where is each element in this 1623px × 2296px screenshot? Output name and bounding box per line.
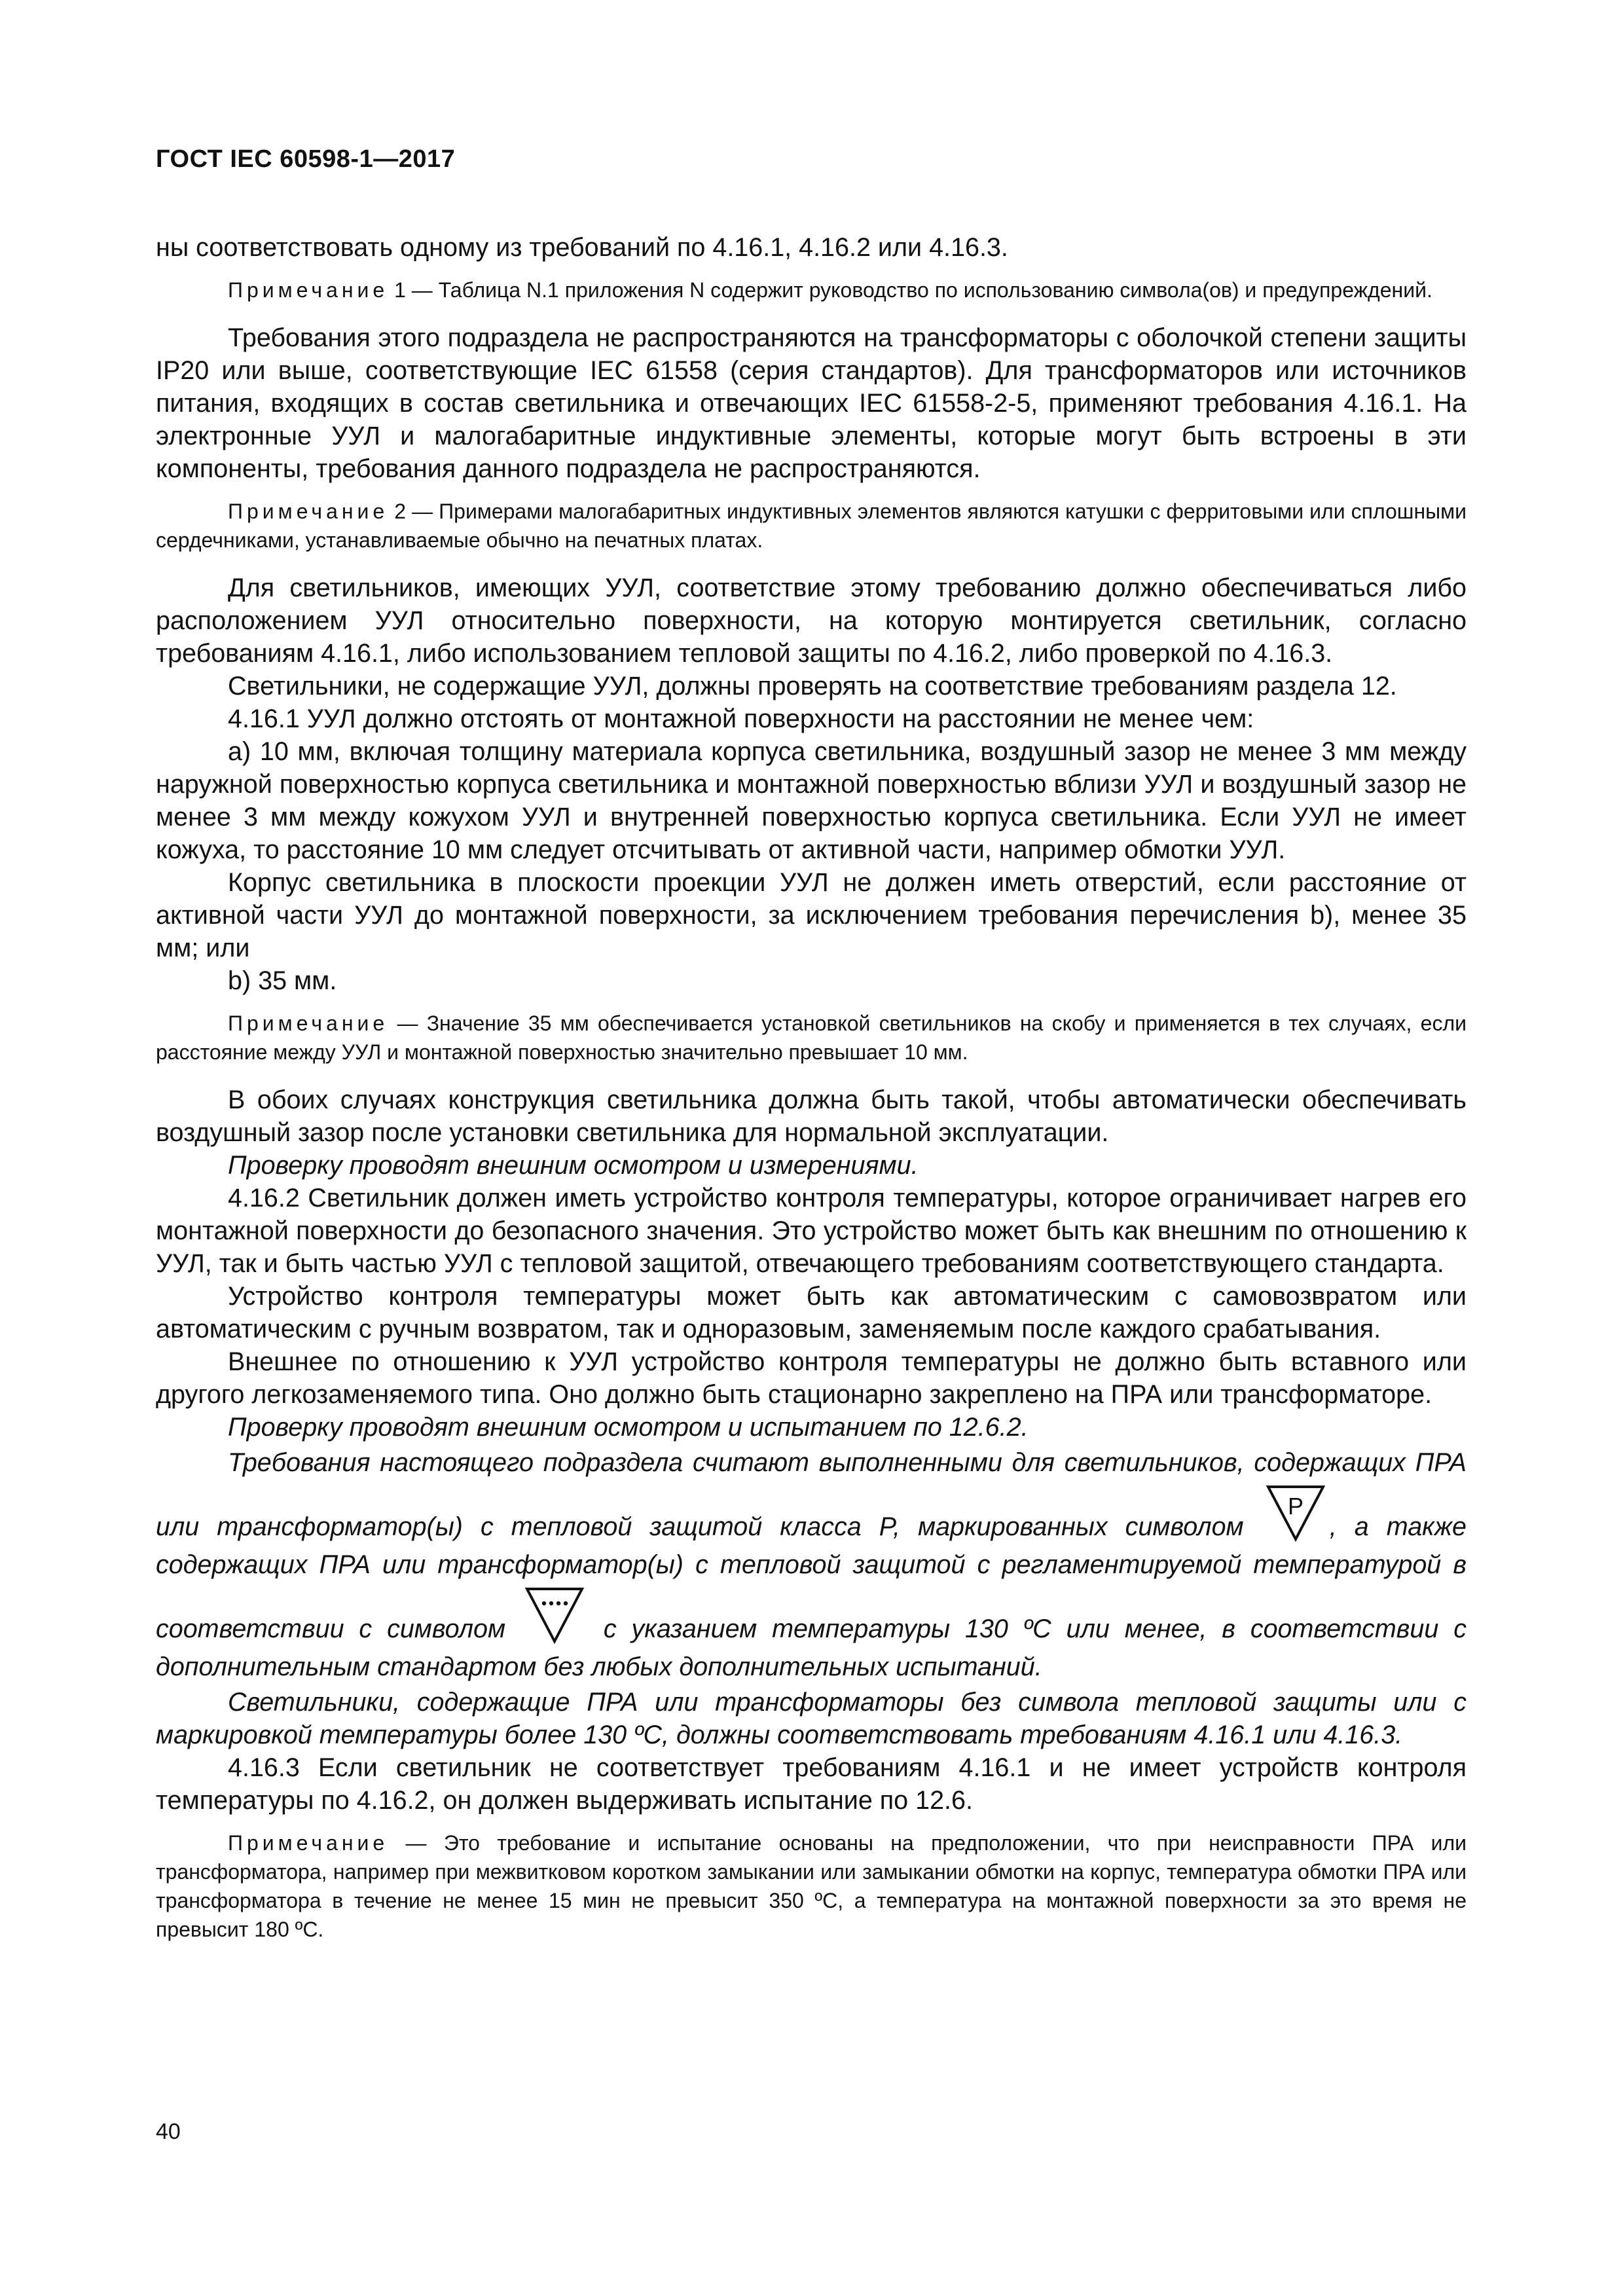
note-text: 2 — Примерами малогабаритных индуктивных элементов являются катушки с ферритовыми или сплошными сердечниками, устанавливаемые обычно на печатных платах.	[156, 500, 1467, 552]
note-1	[156, 276, 1467, 304]
paragraph: Требования этого подраздела не распространяются на трансформаторы с оболочкой степени защиты IP20 или выше, соответствующие IEC 61558 (серия стандартов). Для трансформаторов или источников питания, входящих в состав светильника и отвечающих IEC 61558-2-5, применяют требования 4.16.1. На электронные УУЛ и малогабаритные индуктивные элементы, которые могут быть встроены в эти компоненты, требования данного подраздела не распространяются.	[156, 323, 1467, 483]
temperature-declared-thermal-protection-icon	[523, 1584, 586, 1647]
text-segment: Требования настоящего подраздела считают выполненными для светильников, содержащих ПРА или трансформатор(ы) с тепловой защитой класса P, маркированных символом	[156, 1448, 1467, 1541]
paragraph-italic: Светильники, содержащие ПРА или трансформаторы без символа тепловой защиты или с маркировкой температуры более 130 ºС, должны соответствовать требованиям 4.16.1 или 4.16.3.	[156, 1688, 1467, 1749]
note-text: 1 — Таблица N.1 приложения N содержит руководство по использованию символа(ов) и предупреждений.	[388, 278, 1432, 302]
paragraph: Внешнее по отношению к УУЛ устройство контроля температуры не должно быть вставного или другого легкозаменяемого типа. Оно должно быть стационарно закреплено на ПРА или трансформаторе.	[156, 1347, 1467, 1409]
paragraph: В обоих случаях конструкция светильника должна быть такой, чтобы автоматически обеспечивать воздушный зазор после установки светильника для нормальной эксплуатации.	[156, 1085, 1467, 1147]
paragraph: 4.16.2 Светильник должен иметь устройство контроля температуры, которое ограничивает нагрев его монтажной поверхности до безопасного значения. Это устройство может быть как внешним по отношению к УУЛ, так и быть частью УУЛ с тепловой защитой, отвечающего требованиям соответствующего стандарта.	[156, 1184, 1467, 1278]
paragraph: ны соответствовать одному из требований по 4.16.1, 4.16.2 или 4.16.3.	[156, 233, 1008, 262]
text-segment: , а также содержащих ПРА или трансформатор(ы) с тепловой защитой с регламентируемой температурой в соответствии с символом	[156, 1512, 1467, 1643]
paragraph: b) 35 мм.	[228, 966, 337, 995]
note-2	[156, 497, 1467, 555]
note-text: — Это требование и испытание основаны на предположении, что при неисправности ПРА или трансформатора, например при межвитковом коротком замыкании или замыкании обмотки на корпус, температура обмотки ПРА или трансформатора в течение не менее 15 мин не превысит 350 ºС, а температура на монтажной поверхности за это время не превысит 180 ºС.	[156, 1831, 1467, 1941]
document-header: ГОСТ IEC 60598-1—2017	[156, 145, 456, 173]
paragraph: 4.16.1 УУЛ должно отстоять от монтажной поверхности на расстоянии не менее чем:	[228, 704, 1254, 733]
paragraph: а) 10 мм, включая толщину материала корпуса светильника, воздушный зазор не менее 3 мм между наружной поверхностью корпуса светильника и монтажной поверхностью вблизи УУЛ и воздушный зазор не менее 3 мм между кожухом УУЛ и внутренней поверхностью корпуса светильника. Если УУЛ не имеет кожуха, то расстояние 10 мм следует отсчитывать от активной части, например обмотки УУЛ.	[156, 737, 1467, 864]
paragraph-with-symbols	[156, 1444, 1467, 1686]
note-text: — Значение 35 мм обеспечивается установкой светильников на скобу и применяется в тех случаях, если расстояние между УУЛ и монтажной поверхностью значительно превышает 10 мм.	[156, 1011, 1467, 1064]
class-p-letter: P	[1287, 1493, 1304, 1520]
paragraph: 4.16.3 Если светильник не соответствует требованиям 4.16.1 и не имеет устройств контроля температуры по 4.16.2, он должен выдерживать испытание по 12.6.	[156, 1753, 1467, 1815]
document-page	[156, 145, 1467, 1961]
text-segment: с указанием температуры 130 ºС или менее, в соответствии с дополнительным стандартом без любых дополнительных испытаний.	[156, 1614, 1467, 1681]
paragraph-italic: Проверку проводят внешним осмотром и испытанием по 12.6.2.	[228, 1413, 1029, 1442]
paragraph: Устройство контроля температуры может быть как автоматическим с самовозвратом или автоматическим с ручным возвратом, так и одноразовым, заменяемым после каждого срабатывания.	[156, 1282, 1467, 1343]
thermal-protection-class-p-icon	[1264, 1482, 1327, 1544]
note-label: Примечание	[228, 1011, 389, 1035]
paragraph: Светильники, не содержащие УУЛ, должны проверять на соответствие требованиям раздела 12.	[228, 672, 1397, 701]
note-label: Примечание	[228, 278, 389, 302]
paragraph: Корпус светильника в плоскости проекции УУЛ не должен иметь отверстий, если расстояние от активной части УУЛ до монтажной поверхности, за исключением требования перечисления b), менее 35 мм; или	[156, 868, 1467, 962]
note-3	[156, 1009, 1467, 1066]
note-label: Примечание	[228, 1831, 389, 1855]
paragraph-italic: Проверку проводят внешним осмотром и измерениями.	[228, 1151, 919, 1180]
paragraph: Для светильников, имеющих УУЛ, соответствие этому требованию должно обеспечиваться либо расположением УУЛ относительно поверхности, на которую монтируется светильник, согласно требованиям 4.16.1, либо использованием тепловой защиты по 4.16.2, либо проверкой по 4.16.3.	[156, 574, 1467, 668]
note-4	[156, 1829, 1467, 1944]
page-number: 40	[156, 2119, 181, 2144]
note-label: Примечание	[228, 500, 389, 523]
